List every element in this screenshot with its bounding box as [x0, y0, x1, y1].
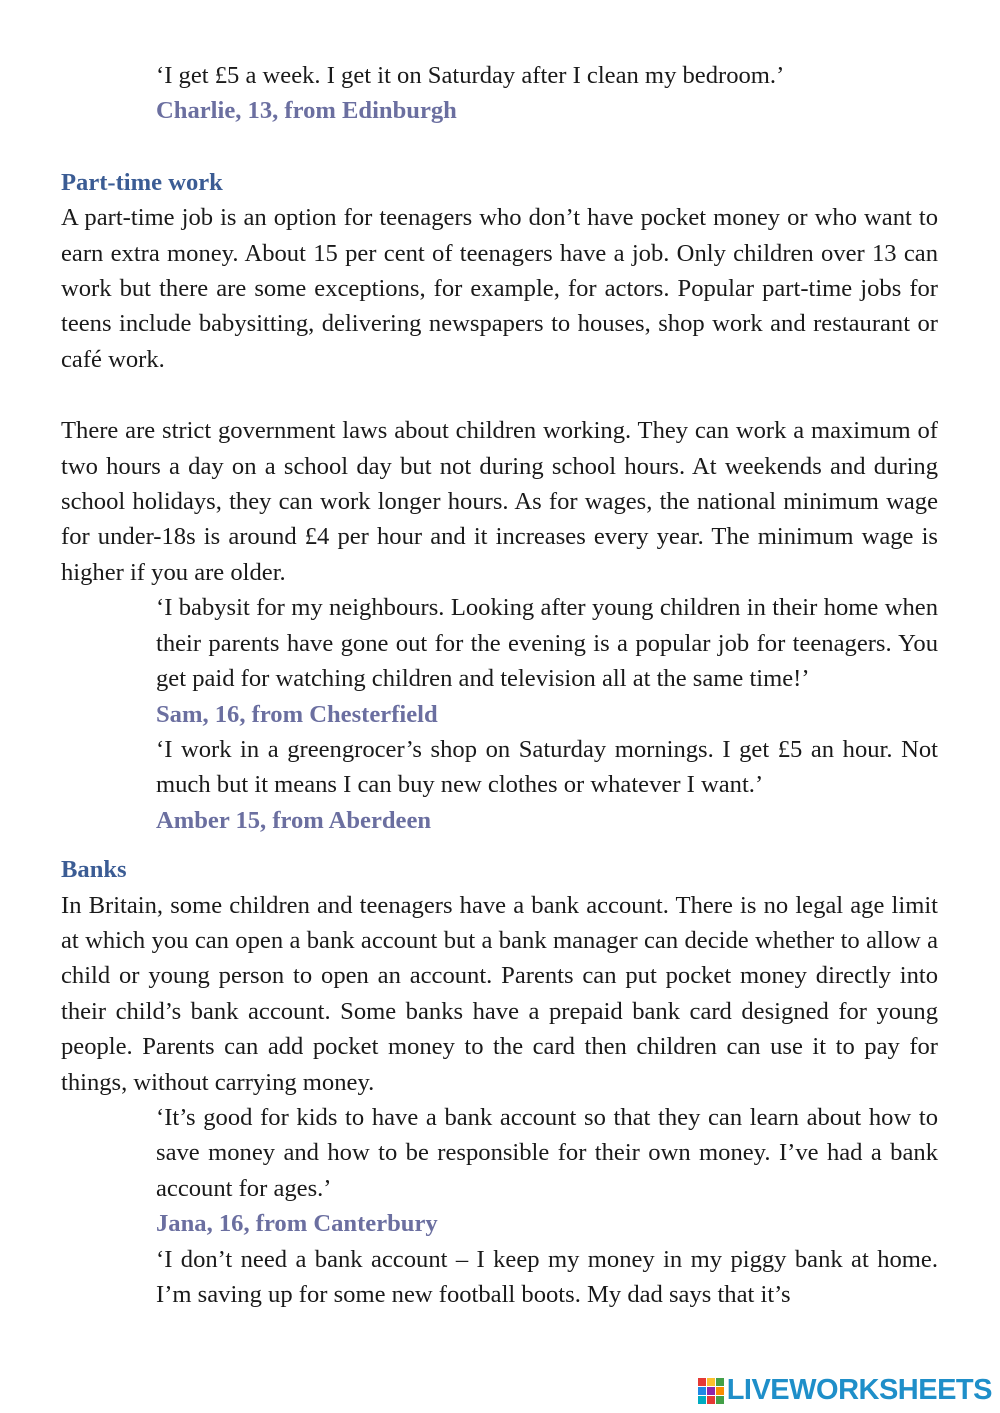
liveworksheets-logo[interactable]	[698, 1374, 992, 1407]
amber-quote: ‘I work in a greengrocer’s shop on Saturday mornings. I get £5 an hour. Not much but it means I can buy new clothes or whatever I want.’	[156, 735, 938, 799]
liveworksheets-logo-text: LIVEWORKSHEETS	[726, 1374, 992, 1406]
part-time-heading: Part-time work	[61, 168, 223, 196]
amber-attribution: Amber 15, from Aberdeen	[156, 806, 432, 834]
piggy-bank-quote: ‘I don’t need a bank account – I keep my money in my piggy bank at home. I’m saving up for some new football boots. My dad says that it’s	[156, 1245, 938, 1308]
part-time-paragraph-2: There are strict government laws about children working. They can work a maximum of two hours a day on a school day but not during school hours. At weekends and during school holidays, they can work longer hours. As for wages, the national minimum wage for under-18s is around £4 per hour and it increases every year. The minimum wage is higher if you are older.	[61, 417, 938, 586]
document-page	[61, 58, 938, 1312]
banks-paragraph-1: In Britain, some children and teenagers have a bank account. There is no legal age limit at which you can open a bank account but a bank manager can decide whether to allow a child or young person to open an account. Parents can put pocket money directly into their child’s bank account. Some banks have a prepaid bank card designed for young people. Parents can add pocket money to the card then children can use it to pay for things, without carrying money.	[61, 891, 938, 1096]
part-time-paragraph-1: A part-time job is an option for teenagers who don’t have pocket money or who want to earn extra money. About 15 per cent of teenagers have a job. Only children over 13 can work but there are some exceptions, for example, for actors. Popular part-time jobs for teens include babysitting, delivering newspapers to houses, shop work and restaurant or café work.	[61, 204, 938, 373]
jana-attribution: Jana, 16, from Canterbury	[156, 1210, 438, 1238]
charlie-quote: ‘I get £5 a week. I get it on Saturday after I clean my bedroom.’	[156, 62, 785, 89]
charlie-attribution: Charlie, 13, from Edinburgh	[156, 97, 457, 125]
banks-heading: Banks	[61, 856, 127, 884]
sam-attribution: Sam, 16, from Chesterfield	[156, 700, 438, 728]
sam-quote: ‘I babysit for my neighbours. Looking after young children in their home when their parents have gone out for the evening is a popular job for teenagers. You get paid for watching children and television all at the same time!’	[156, 594, 938, 693]
jana-quote: ‘It’s good for kids to have a bank account so that they can learn about how to save money and how to be responsible for their own money. I’ve had a bank account for ages.’	[156, 1103, 938, 1202]
liveworksheets-logo-icon	[698, 1378, 724, 1404]
